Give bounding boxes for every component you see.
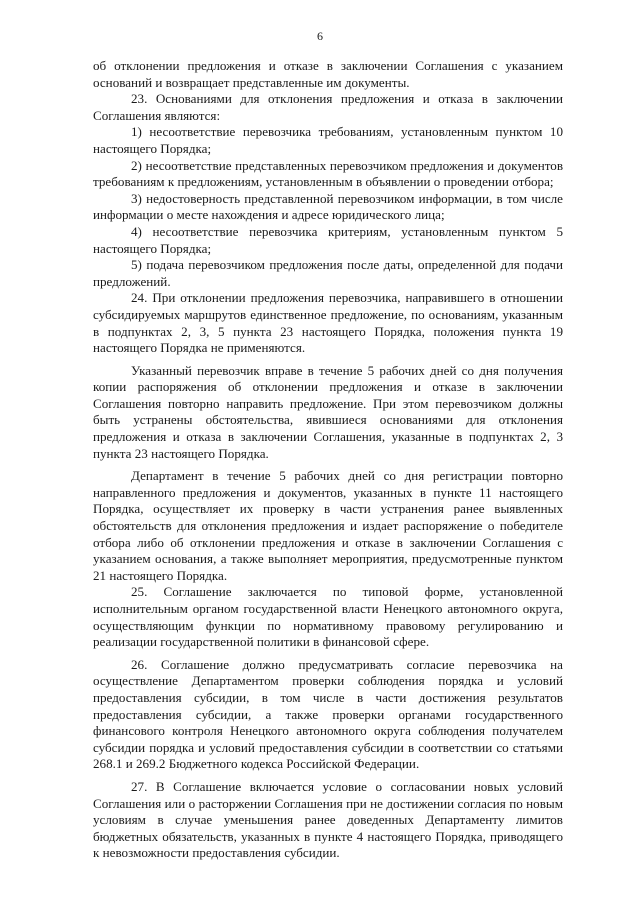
paragraph: Департамент в течение 5 рабочих дней со дня регистрации повторно направленного предложения и документов, указанных в пункте 11 настоящего Порядка, осуществляет их проверку в части устранения ранее выявленных обстоятельств для отклонения предложения и издает распоряжение о победителе отбора либо об отклонении предложения и отказе в заключении Соглашения с указанием основания, а также выполняет мероприятия, предусмотренные пунктом 21 настоящего Порядка. — [93, 468, 563, 583]
paragraph: 23. Основаниями для отклонения предложения и отказа в заключении Соглашения являются: — [93, 91, 563, 123]
paragraph: 27. В Соглашение включается условие о согласовании новых условий Соглашения или о расторжении Соглашения при не достижении согласия по новым условиям в случае уменьшения ранее доведенных Департаменту лимитов бюджетных обязательств, указанных в пункте 4 настоящего Порядка, приводящего к невозможности предоставления субсидии. — [93, 778, 563, 861]
paragraph: 5) подача перевозчиком предложения после даты, определенной для подачи предложений. — [93, 257, 563, 289]
document-body — [93, 58, 563, 862]
paragraph: 3) недостоверность представленной перевозчиком информации, в том числе информации о месте нахождения и адресе юридического лица; — [93, 190, 563, 223]
paragraph: Указанный перевозчик вправе в течение 5 рабочих дней со дня получения копии распоряжения об отклонении предложения и отказе в заключении Соглашения повторно направить предложение. При этом перевозчиком должны быть устранены обстоятельства, явившиеся основаниями для отклонения предложения и отказа в заключении Соглашения, указанные в подпунктах 2, 3 пункта 23 настоящего Порядка. — [93, 362, 563, 461]
paragraph: 25. Соглашение заключается по типовой форме, установленной исполнительным органом государственной власти Ненецкого автономного округа, осуществляющим функции по нормативному правовому регулированию и реализации государственной политики в финансовой сфере. — [93, 584, 563, 650]
paragraph: 2) несоответствие представленных перевозчиком предложения и документов требованиям к предложениям, установленным в объявлении о проведении отбора; — [93, 157, 563, 190]
page-number: 6 — [317, 29, 323, 43]
paragraph: об отклонении предложения и отказе в заключении Соглашения с указанием оснований и возвращает представленные им документы. — [93, 58, 563, 90]
paragraph: 24. При отклонении предложения перевозчика, направившего в отношении субсидируемых маршрутов единственное предложение, по основаниям, указанным в подпунктах 2, 3, 5 пункта 23 настоящего Порядка, положения пункта 19 настоящего Порядка не применяются. — [93, 290, 563, 356]
paragraph: 1) несоответствие перевозчика требованиям, установленным пунктом 10 настоящего Порядка; — [93, 124, 563, 156]
paragraph: 4) несоответствие перевозчика критериям, установленным пунктом 5 настоящего Порядка; — [93, 223, 563, 256]
paragraph: 26. Соглашение должно предусматривать согласие перевозчика на осуществление Департаментом проверки соблюдения порядка и условий предоставления субсидии, в том числе в части достижения результатов предоставления субсидии, а также проверки органами государственного финансового контроля Ненецкого автономного округа соблюдения получателем субсидии порядка и условий предоставления субсидии в соответствии со статьями 268.1 и 269.2 Бюджетного кодекса Российской Федерации. — [93, 656, 563, 772]
